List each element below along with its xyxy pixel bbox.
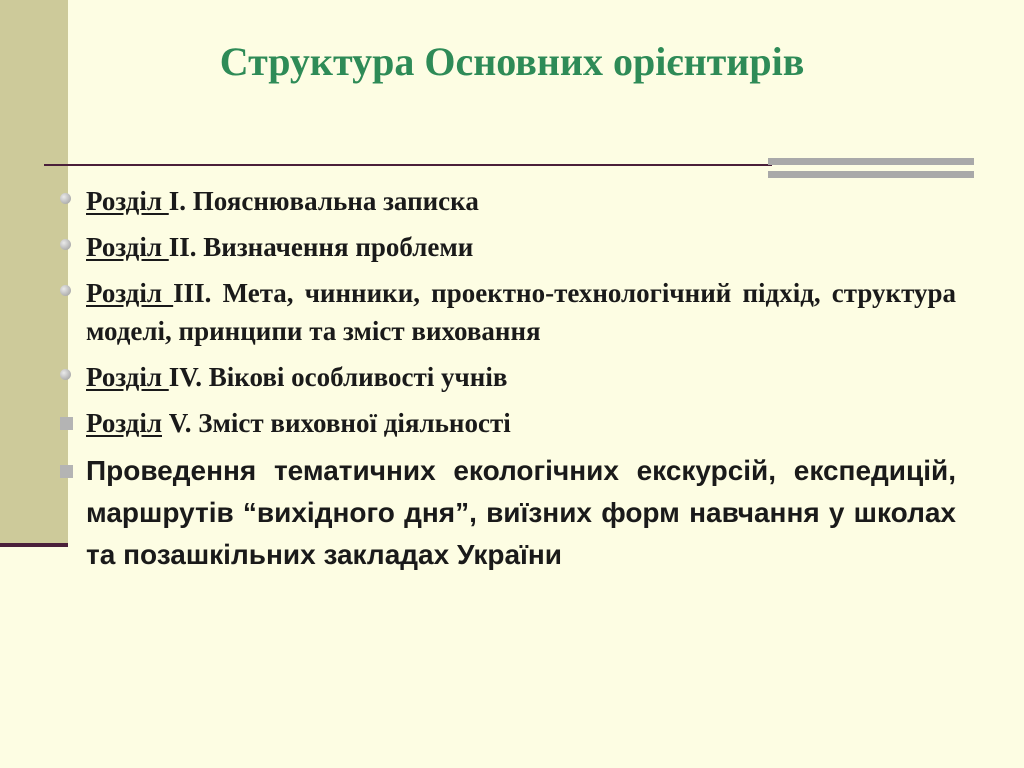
bullet-dot-icon xyxy=(60,193,71,204)
section-title: V. Зміст виховної діяльності xyxy=(162,408,511,438)
bullet-dot-icon xyxy=(60,239,71,250)
title-divider xyxy=(44,164,772,166)
list-item xyxy=(58,274,956,350)
title-divider-accent xyxy=(768,158,974,178)
bullet-square-icon xyxy=(60,417,73,430)
section-label: Розділ xyxy=(86,362,169,392)
slide-title: Структура Основних орієнтирів xyxy=(219,39,805,84)
item-text: Проведення тематичних екологічних екскурсій, експедицій, маршрутів “вихідного дня”, виїзних форм навчання у школах та позашкільних закладах України xyxy=(86,455,956,570)
list-item xyxy=(58,358,956,396)
bullet-dot-icon xyxy=(60,285,71,296)
bullet-dot-icon xyxy=(60,369,71,380)
list-item xyxy=(58,404,956,442)
list-item xyxy=(58,228,956,266)
bullet-list xyxy=(58,182,956,576)
section-label: Розділ xyxy=(86,278,174,308)
section-title: ІІ. Визначення проблеми xyxy=(168,232,474,262)
list-item xyxy=(58,450,956,576)
section-title: ІІІ. Мета, чинники, проектно-технологічний підхід, структура моделі, принципи та зміст виховання xyxy=(86,278,956,346)
bullet-square-icon xyxy=(60,465,73,478)
section-label: Розділ xyxy=(86,186,169,216)
section-title: IV. Вікові особливості учнів xyxy=(168,362,508,392)
section-title: І. Пояснювальна записка xyxy=(168,186,479,216)
section-label: Розділ xyxy=(86,232,169,262)
list-item xyxy=(58,182,956,220)
section-label: Розділ xyxy=(86,408,162,438)
